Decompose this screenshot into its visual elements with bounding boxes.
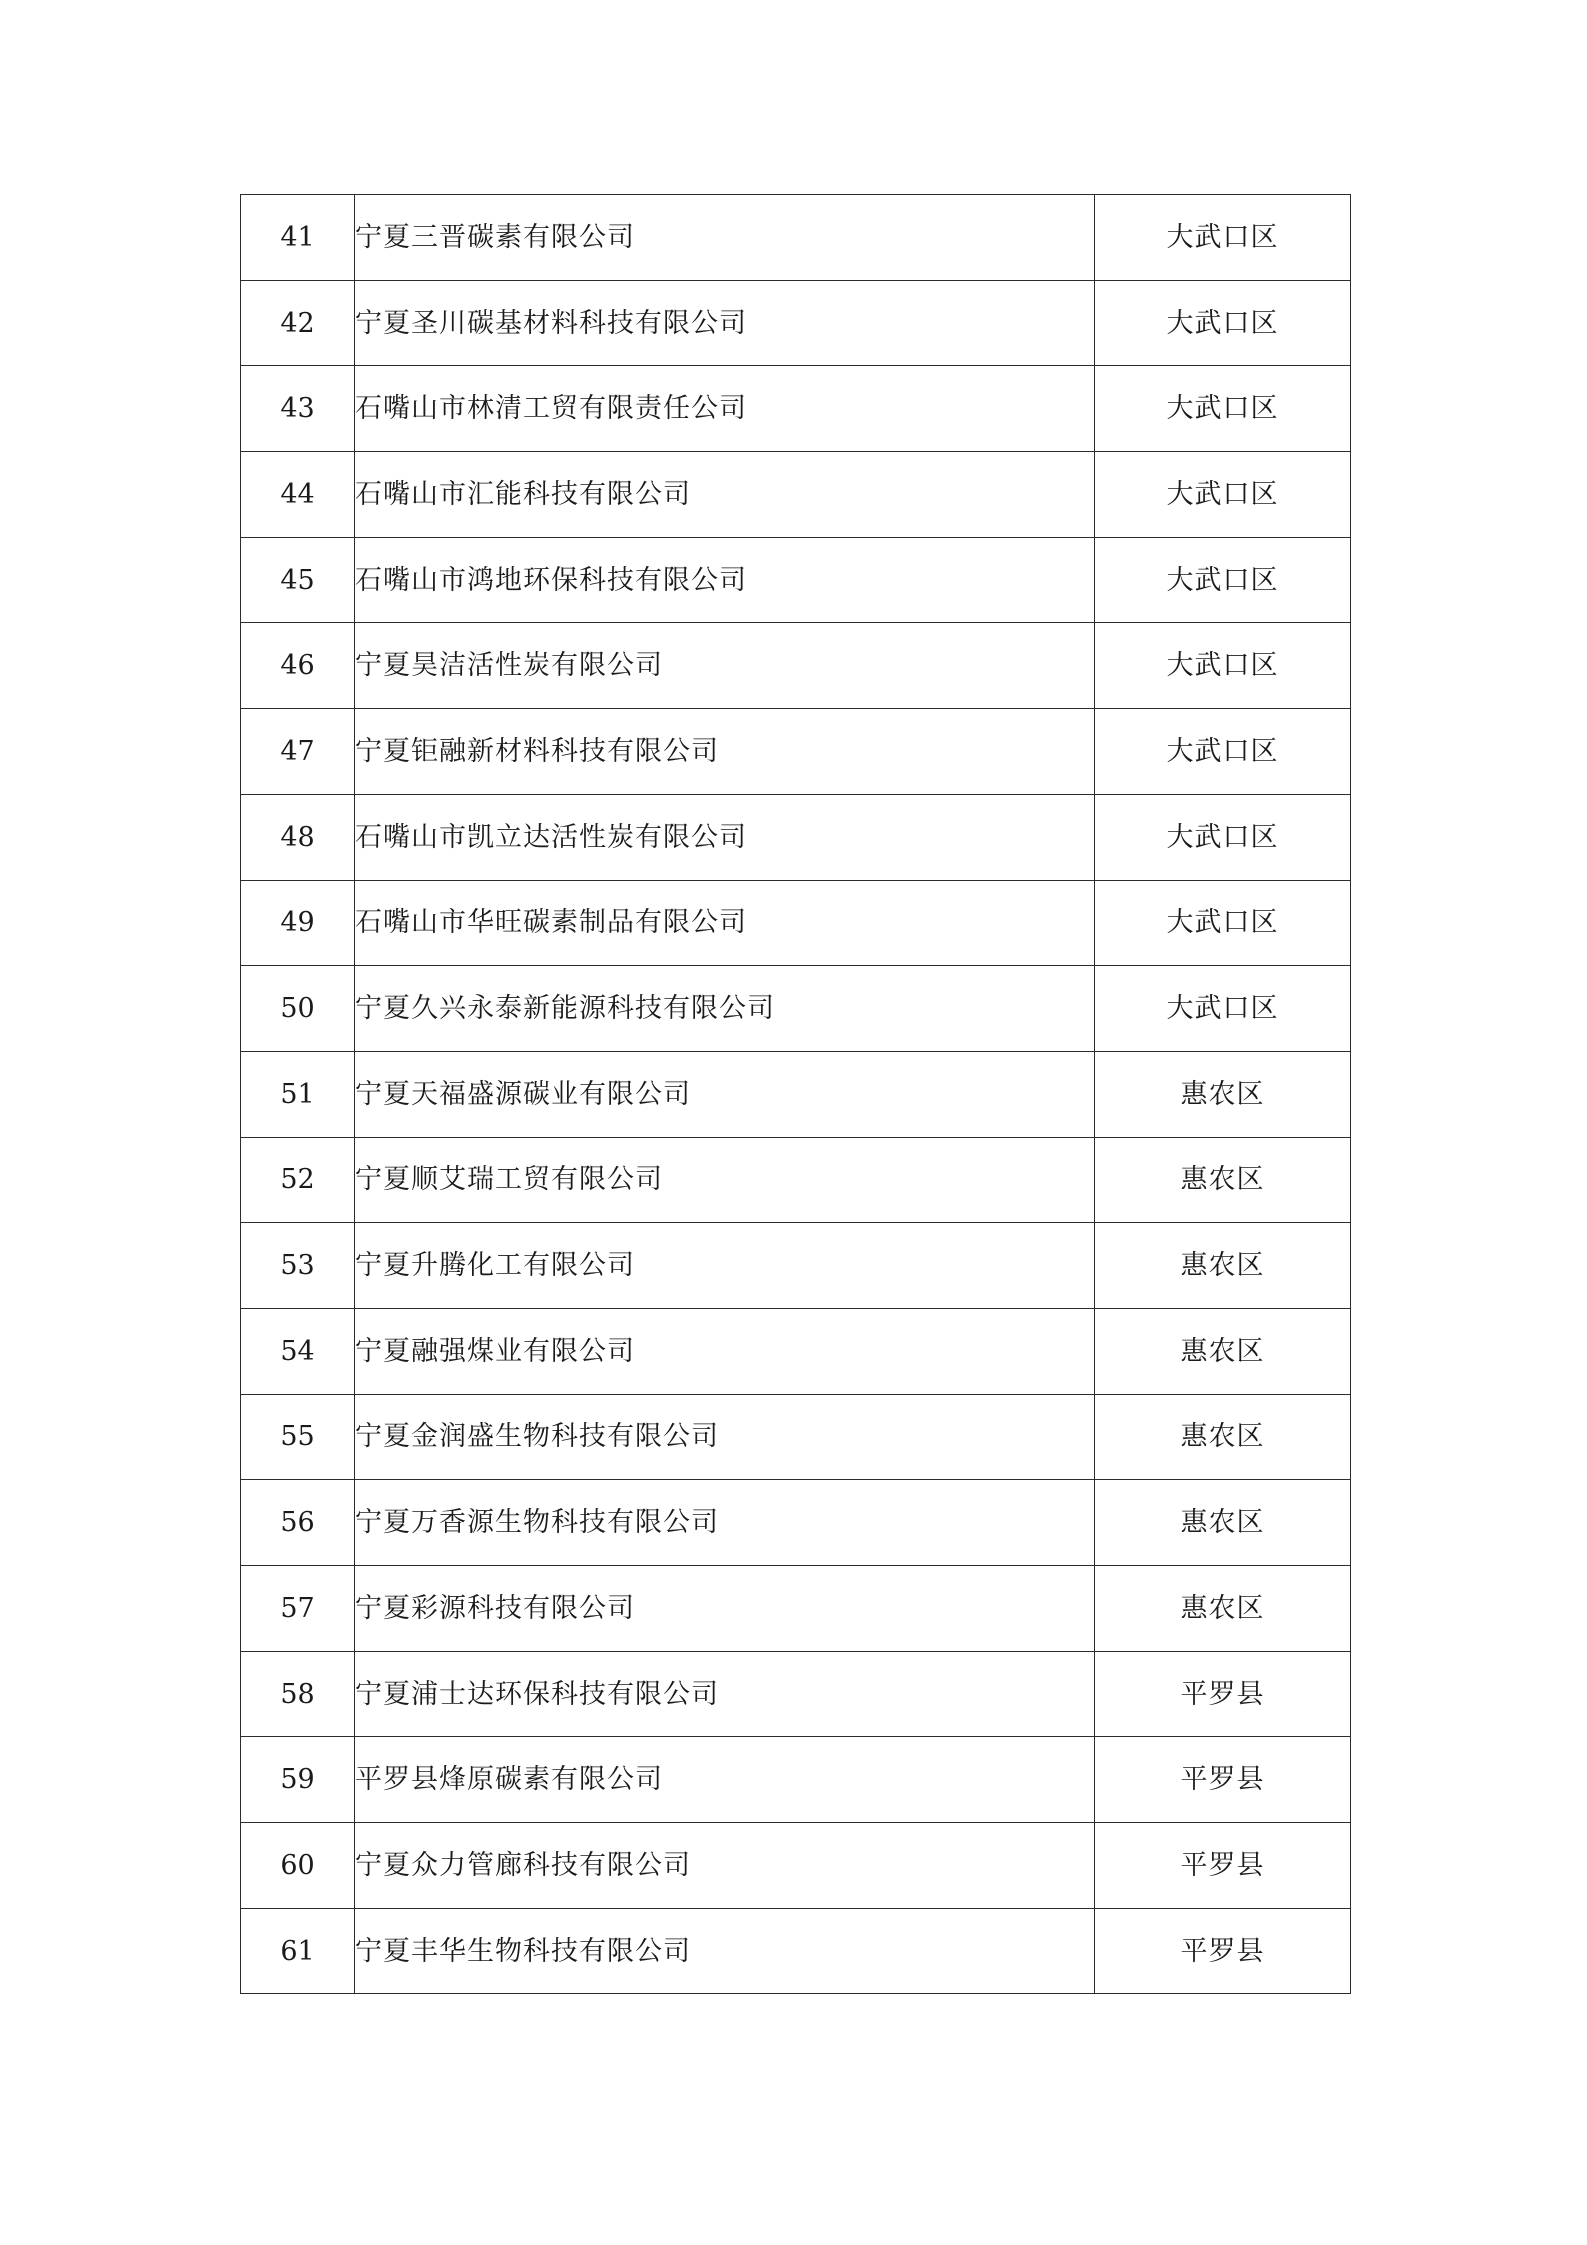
company-name-cell: 宁夏万香源生物科技有限公司 [355, 1480, 1095, 1566]
district-cell: 惠农区 [1095, 1566, 1351, 1652]
company-name-cell: 宁夏天福盛源碳业有限公司 [355, 1051, 1095, 1137]
table-row [241, 794, 1351, 880]
row-number-cell: 48 [241, 794, 355, 880]
district-cell: 大武口区 [1095, 623, 1351, 709]
company-name-cell: 石嘴山市鸿地环保科技有限公司 [355, 537, 1095, 623]
row-number-cell: 43 [241, 366, 355, 452]
district-cell: 惠农区 [1095, 1223, 1351, 1309]
company-name-cell: 宁夏丰华生物科技有限公司 [355, 1908, 1095, 1994]
row-number-cell: 46 [241, 623, 355, 709]
row-number-cell: 55 [241, 1394, 355, 1480]
row-number-cell: 42 [241, 280, 355, 366]
district-cell: 平罗县 [1095, 1823, 1351, 1909]
table-row [241, 1223, 1351, 1309]
row-number-cell: 50 [241, 966, 355, 1052]
table-row [241, 1737, 1351, 1823]
district-cell: 惠农区 [1095, 1480, 1351, 1566]
table-row [241, 1823, 1351, 1909]
district-cell: 大武口区 [1095, 280, 1351, 366]
table-body [241, 195, 1351, 1994]
row-number-cell: 59 [241, 1737, 355, 1823]
company-name-cell: 宁夏久兴永泰新能源科技有限公司 [355, 966, 1095, 1052]
district-cell: 大武口区 [1095, 794, 1351, 880]
company-name-cell: 石嘴山市汇能科技有限公司 [355, 452, 1095, 538]
company-name-cell: 宁夏圣川碳基材料科技有限公司 [355, 280, 1095, 366]
company-name-cell: 宁夏融强煤业有限公司 [355, 1308, 1095, 1394]
company-name-cell: 平罗县烽原碳素有限公司 [355, 1737, 1095, 1823]
row-number-cell: 41 [241, 195, 355, 281]
company-name-cell: 宁夏众力管廊科技有限公司 [355, 1823, 1095, 1909]
row-number-cell: 44 [241, 452, 355, 538]
table-row [241, 1651, 1351, 1737]
row-number-cell: 61 [241, 1908, 355, 1994]
table-row [241, 195, 1351, 281]
district-cell: 平罗县 [1095, 1737, 1351, 1823]
district-cell: 大武口区 [1095, 366, 1351, 452]
row-number-cell: 47 [241, 709, 355, 795]
row-number-cell: 53 [241, 1223, 355, 1309]
district-cell: 平罗县 [1095, 1908, 1351, 1994]
company-name-cell: 宁夏浦士达环保科技有限公司 [355, 1651, 1095, 1737]
district-cell: 大武口区 [1095, 195, 1351, 281]
district-cell: 大武口区 [1095, 537, 1351, 623]
row-number-cell: 58 [241, 1651, 355, 1737]
company-name-cell: 石嘴山市华旺碳素制品有限公司 [355, 880, 1095, 966]
company-name-cell: 宁夏顺艾瑞工贸有限公司 [355, 1137, 1095, 1223]
district-cell: 大武口区 [1095, 880, 1351, 966]
company-name-cell: 宁夏彩源科技有限公司 [355, 1566, 1095, 1652]
row-number-cell: 49 [241, 880, 355, 966]
table-row [241, 452, 1351, 538]
district-cell: 惠农区 [1095, 1308, 1351, 1394]
table-row [241, 1137, 1351, 1223]
row-number-cell: 57 [241, 1566, 355, 1652]
table-row [241, 280, 1351, 366]
row-number-cell: 52 [241, 1137, 355, 1223]
row-number-cell: 60 [241, 1823, 355, 1909]
district-cell: 平罗县 [1095, 1651, 1351, 1737]
table-row [241, 1308, 1351, 1394]
table-row [241, 1908, 1351, 1994]
table-row [241, 1566, 1351, 1652]
table-row [241, 623, 1351, 709]
company-name-cell: 宁夏钜融新材料科技有限公司 [355, 709, 1095, 795]
company-name-cell: 石嘴山市凯立达活性炭有限公司 [355, 794, 1095, 880]
row-number-cell: 45 [241, 537, 355, 623]
district-cell: 大武口区 [1095, 452, 1351, 538]
company-name-cell: 石嘴山市林清工贸有限责任公司 [355, 366, 1095, 452]
table-row [241, 880, 1351, 966]
table-row [241, 709, 1351, 795]
district-cell: 惠农区 [1095, 1051, 1351, 1137]
table-row [241, 966, 1351, 1052]
table-row [241, 1051, 1351, 1137]
table-row [241, 537, 1351, 623]
district-cell: 惠农区 [1095, 1137, 1351, 1223]
company-name-cell: 宁夏三晋碳素有限公司 [355, 195, 1095, 281]
row-number-cell: 51 [241, 1051, 355, 1137]
table-row [241, 366, 1351, 452]
district-cell: 大武口区 [1095, 709, 1351, 795]
company-table [240, 194, 1351, 1994]
company-name-cell: 宁夏金润盛生物科技有限公司 [355, 1394, 1095, 1480]
company-name-cell: 宁夏升腾化工有限公司 [355, 1223, 1095, 1309]
district-cell: 大武口区 [1095, 966, 1351, 1052]
row-number-cell: 54 [241, 1308, 355, 1394]
company-name-cell: 宁夏昊洁活性炭有限公司 [355, 623, 1095, 709]
table-row [241, 1480, 1351, 1566]
table-row [241, 1394, 1351, 1480]
district-cell: 惠农区 [1095, 1394, 1351, 1480]
row-number-cell: 56 [241, 1480, 355, 1566]
